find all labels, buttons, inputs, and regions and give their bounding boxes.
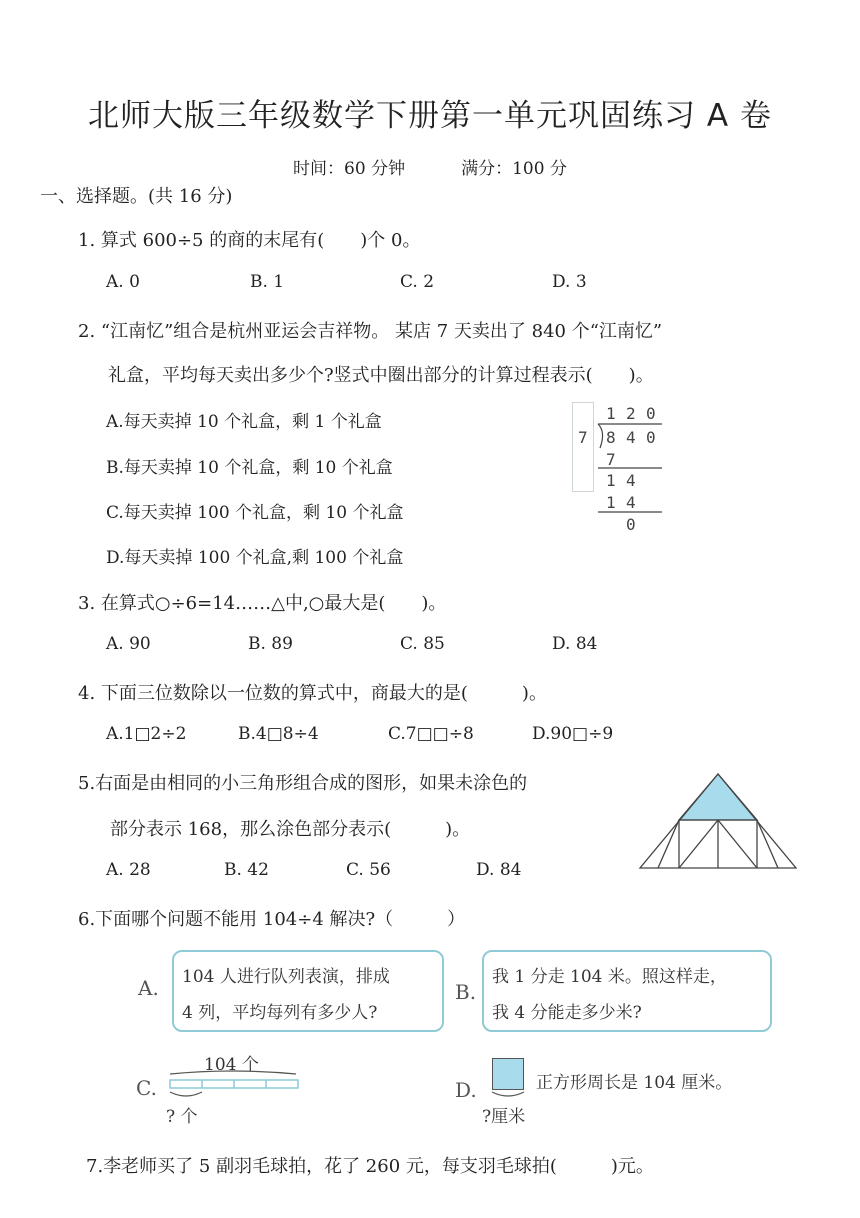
- q2-option-d: D.每天卖掉 100 个礼盒,剩 100 个礼盒: [106, 548, 404, 568]
- q2-option-b: B.每天卖掉 10 个礼盒，剩 10 个礼盒: [106, 458, 393, 478]
- triangle-figure: [638, 772, 798, 870]
- q5-option-b: B. 42: [224, 860, 269, 880]
- page-title: 北师大版三年级数学下册第一单元巩固练习 A 卷: [88, 98, 772, 134]
- q3-option-c: C. 85: [400, 634, 445, 654]
- q1-option-b: B. 1: [250, 272, 285, 292]
- dividend-digit: 8: [606, 428, 616, 447]
- long-division-figure: [570, 402, 670, 534]
- step-digit: 1: [606, 493, 616, 512]
- full-score: 满分：100 分: [461, 159, 567, 179]
- quotient-digit: 2: [626, 404, 636, 423]
- q6-d-text: 正方形周长是 104 厘米。: [536, 1073, 733, 1093]
- q2-option-a: A.每天卖掉 10 个礼盒，剩 1 个礼盒: [106, 412, 382, 432]
- q4-option-c: C.7□□÷8: [388, 724, 474, 744]
- q6-option-d-label: D.: [455, 1078, 477, 1102]
- q6-a-line1: 104 人进行队列表演，排成: [182, 967, 390, 987]
- q6-b-line1: 我 1 分走 104 米。照这样走，: [492, 967, 727, 987]
- q5-option-a: A. 28: [106, 860, 151, 880]
- q3-option-a: A. 90: [106, 634, 151, 654]
- question-1: 1. 算式 600÷5 的商的末尾有( )个 0。: [78, 230, 421, 251]
- question-5-line1: 5.右面是由相同的小三角形组合成的图形，如果未涂色的: [78, 773, 528, 794]
- q6-option-a-box: [172, 950, 444, 1032]
- q6-d-brace: [488, 1090, 528, 1102]
- q6-option-b-label: B.: [455, 980, 477, 1004]
- exam-info: [0, 154, 860, 179]
- q1-option-d: D. 3: [552, 272, 587, 292]
- step-digit: 4: [626, 471, 636, 490]
- question-4: 4. 下面三位数除以一位数的算式中，商最大的是( )。: [78, 683, 547, 704]
- divisor: 7: [578, 428, 588, 447]
- step-subtract: 7: [606, 450, 616, 469]
- q4-option-a: A.1□2÷2: [106, 724, 187, 744]
- q6-a-line2: 4 列，平均每列有多少人?: [182, 1003, 378, 1023]
- q2-option-c: C.每天卖掉 100 个礼盒，剩 10 个礼盒: [106, 503, 404, 523]
- question-2-line1: 2. “江南忆”组合是杭州亚运会吉祥物。 某店 7 天卖出了 840 个“江南忆”: [78, 321, 663, 342]
- square-shape: [492, 1058, 524, 1090]
- q6-option-b-box: [482, 950, 772, 1032]
- quotient-digit: 1: [606, 404, 616, 423]
- q6-c-unknown: ? 个: [166, 1107, 198, 1127]
- q6-option-a-label: A.: [138, 976, 159, 1000]
- question-6: 6.下面哪个问题不能用 104÷4 解决?（ ）: [78, 909, 466, 930]
- section-heading: 一、选择题。(共 16 分): [40, 186, 233, 207]
- q4-option-b: B.4□8÷4: [238, 724, 319, 744]
- q5-option-c: C. 56: [346, 860, 391, 880]
- q6-c-bar-diagram: [166, 1066, 302, 1106]
- q6-b-line2: 我 4 分能走多少米?: [492, 1003, 642, 1023]
- quotient-digit: 0: [646, 404, 656, 423]
- q6-d-unknown: ?厘米: [482, 1107, 526, 1127]
- q6-option-c-label: C.: [136, 1076, 157, 1100]
- q3-option-b: B. 89: [248, 634, 293, 654]
- question-2-line2: 礼盒，平均每天卖出多少个?竖式中圈出部分的计算过程表示( )。: [108, 365, 654, 386]
- step-digit: 1: [606, 471, 616, 490]
- dividend-digit: 0: [646, 428, 656, 447]
- question-5-line2: 部分表示 168，那么涂色部分表示( )。: [110, 819, 471, 840]
- q4-option-d: D.90□÷9: [532, 724, 614, 744]
- q5-option-d: D. 84: [476, 860, 522, 880]
- question-3: 3. 在算式○÷6=14……△中,○最大是( )。: [78, 593, 447, 614]
- time-limit: 时间：60 分钟: [293, 159, 406, 179]
- dividend-digit: 4: [626, 428, 636, 447]
- q1-option-a: A. 0: [106, 272, 140, 292]
- step-digit: 4: [626, 493, 636, 512]
- q6-c-total: 104 个: [204, 1055, 259, 1075]
- question-7: 7.李老师买了 5 副羽毛球拍，花了 260 元，每支羽毛球拍( )元。: [86, 1156, 654, 1177]
- division-bracket: [570, 402, 670, 534]
- q1-option-c: C. 2: [400, 272, 435, 292]
- remainder: 0: [626, 515, 636, 534]
- q3-option-d: D. 84: [552, 634, 598, 654]
